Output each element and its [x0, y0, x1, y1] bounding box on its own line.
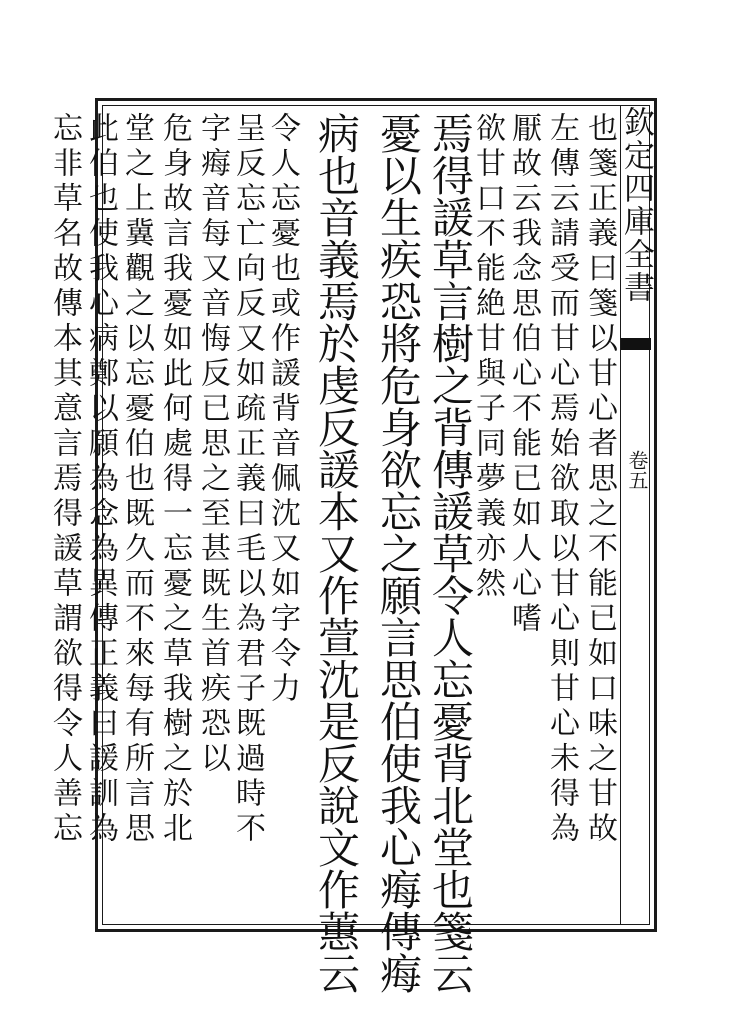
text-column: 厭故云我念思伯心不能已如人心嗜 [506, 112, 541, 637]
text-column: 忘非草名故傳本其意言焉得諼草謂欲得令人善忘 [47, 112, 82, 847]
text-column: 也箋正義曰箋以甘心者思之不能已如口味之甘故 [582, 112, 617, 847]
text-column: 字痗音每又音悔反已思之至甚既生首疾恐以 [195, 112, 230, 777]
text-column: 堂之上冀觀之以忘憂伯也既久而不來每有所言思 [119, 112, 154, 847]
text-column: 病也音義焉於虔反諼本又作萱沈是反說文作蕙云 [312, 112, 361, 994]
text-column: 危身故言我憂如此何處得一忘憂之草我樹之於北 [157, 112, 192, 847]
text-column: 令人忘憂也或作諼背音佩沈又如字令力 [265, 112, 300, 707]
text-column: 此伯也使我心病鄭以願為念為異傳正義曰諼訓為 [83, 112, 118, 847]
text-column: 憂以生疾恐將危身欲忘之願言思伯使我心痗傳痗 [374, 112, 423, 994]
text-column: 欲甘口不能絶甘與子同夢義亦然 [470, 112, 505, 602]
text-column: 左傳云請受而甘心焉始欲取以甘心則甘心未得為 [544, 112, 579, 847]
fish-tail-mark [621, 338, 651, 350]
volume-label: 卷五 [625, 450, 649, 490]
book-title: 欽定四庫全書 [618, 106, 654, 304]
text-column: 焉得諼草言樹之背傳諼草令人忘憂背北堂也箋云 [426, 112, 475, 994]
text-column: 呈反忘亡向反又如疏正義曰毛以為君子既過時不 [230, 112, 265, 847]
